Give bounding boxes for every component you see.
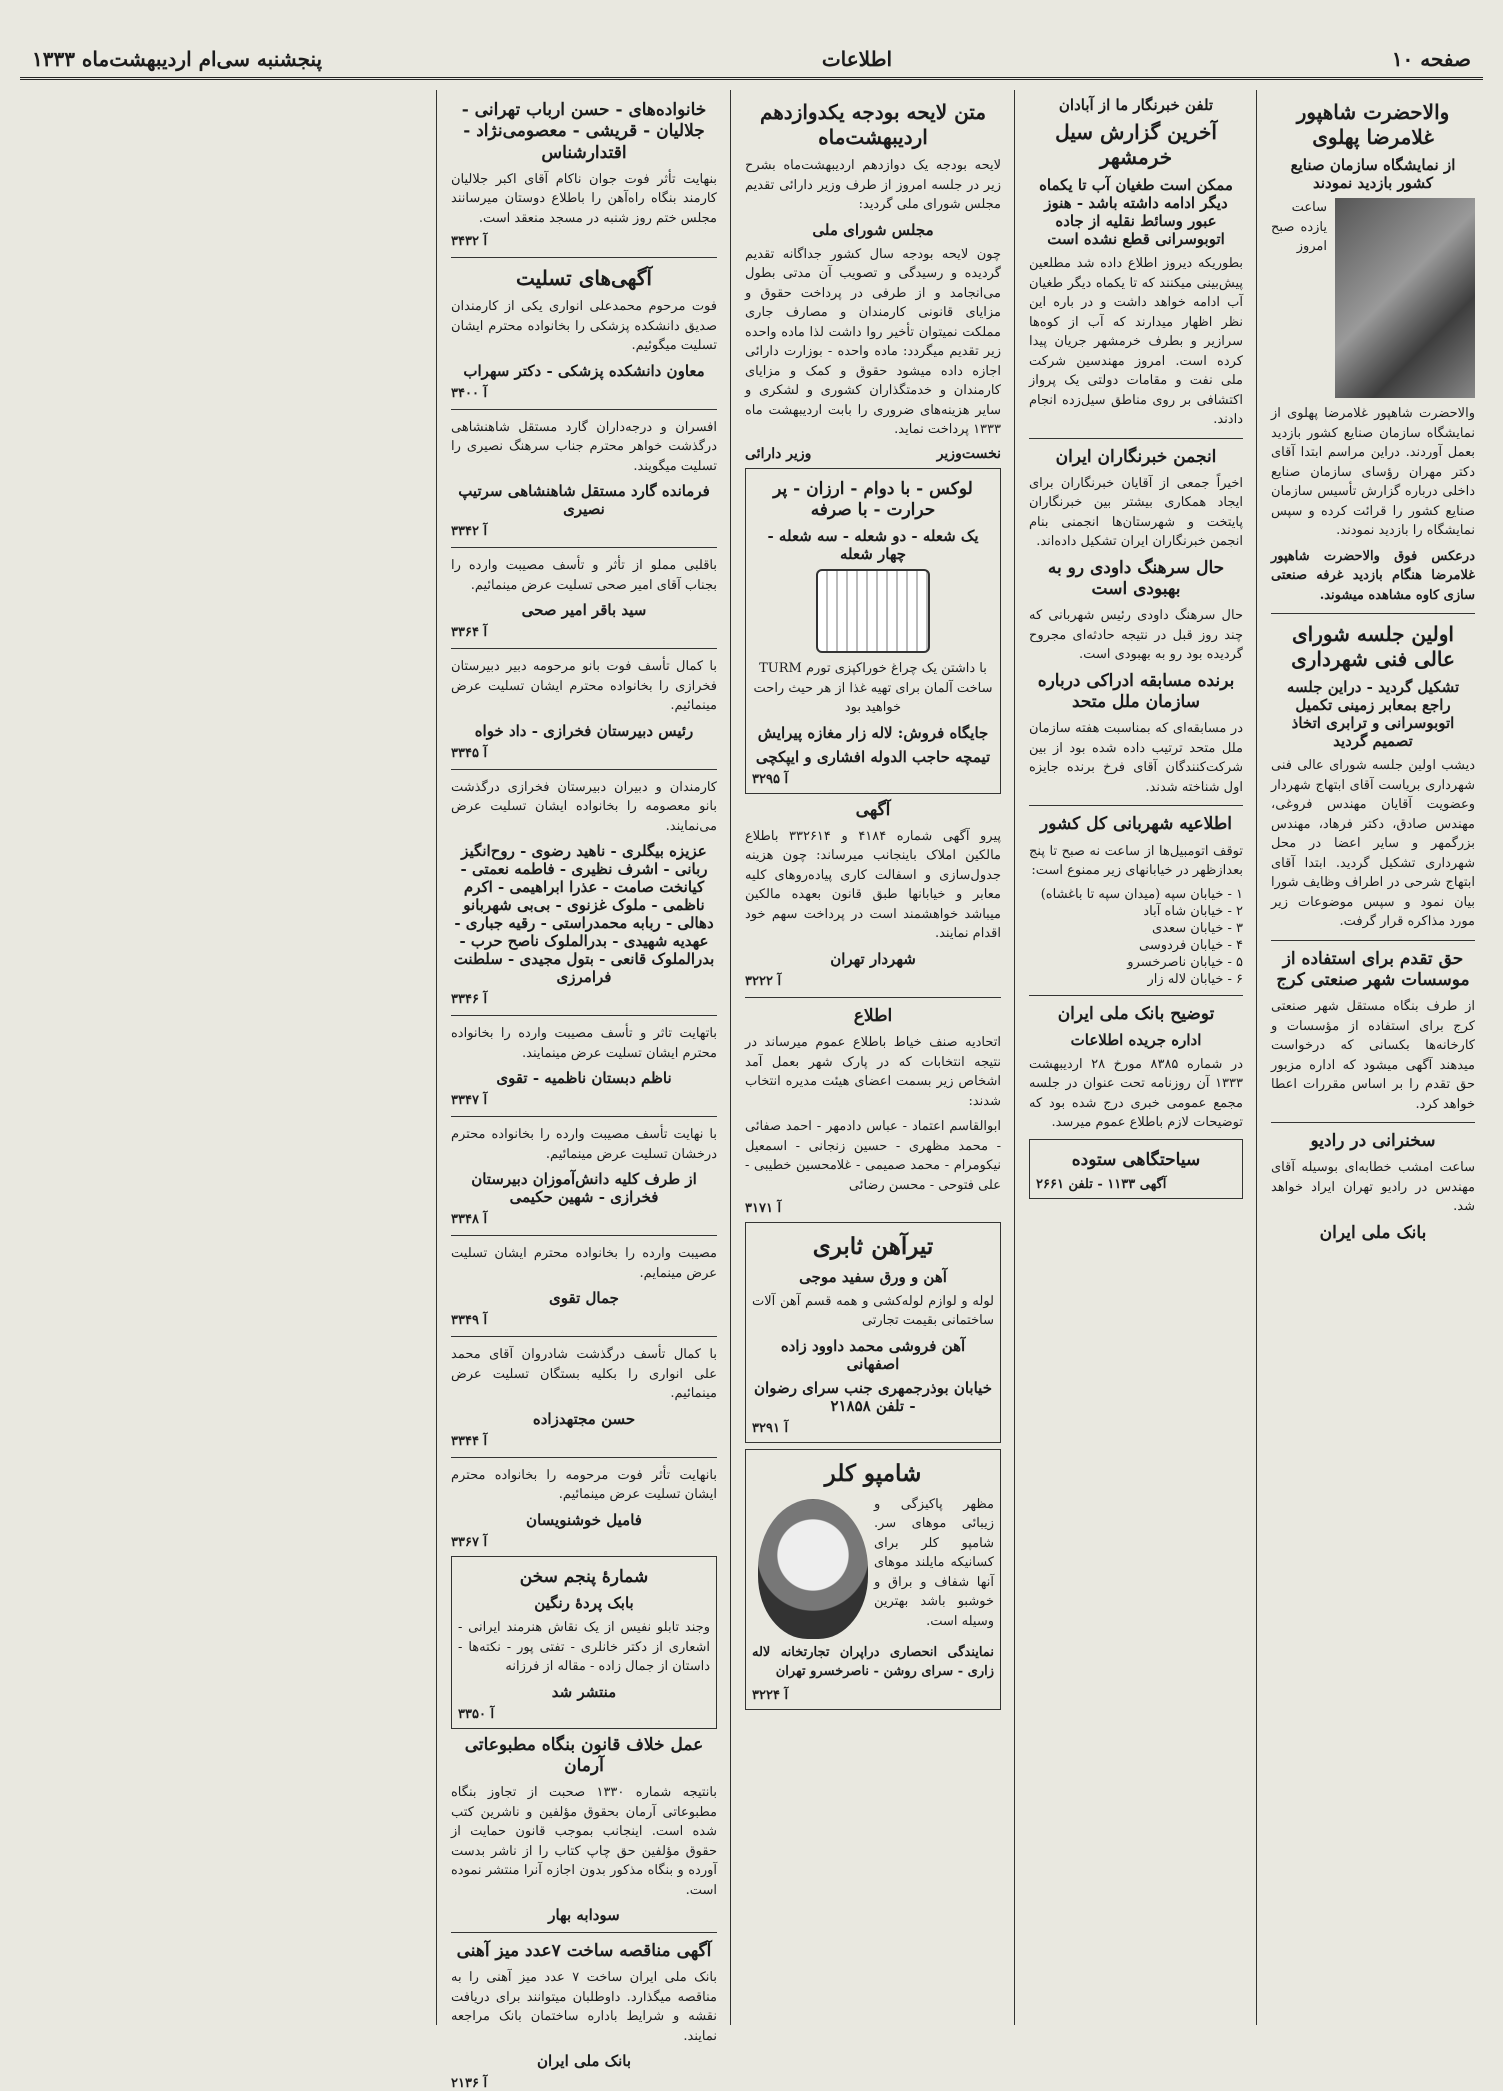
divider [1029,805,1243,806]
issue-date: پنجشنبه سی‌ام اردیبهشت‌ماه ۱۳۳۳ [32,46,323,71]
ad-reference: ۳۱۷۱ آ [745,1201,782,1216]
ad-reference: ۲۱۳۶ آ [451,2076,488,2091]
street-list [1029,887,1243,987]
flood-headline: آخرین گزارش سیل خرمشهر [1055,120,1217,169]
condolence-item [451,1024,717,1108]
condolence-item [451,297,717,401]
magazine-footer: منتشر شد [551,1682,617,1701]
condolence-item [451,1466,717,1550]
column-condolences [443,90,725,2091]
tender-signature: بانک ملی ایران [536,2052,632,2071]
karaj-headline: حق تقدم برای استفاده از موسسات شهر صنعتی کرج [1276,948,1470,990]
karaj-text: از طرف بنگاه مستقل شهر صنعتی کرج برای استفاده از مؤسسات و کارخانه‌ها بکسانی که درخواست میدهند آگهی میشود که اداره مزبور حق تقدم را بر اساس مقررات اعطا خواهد کرد. [1271,999,1475,1112]
list-item: ۳ - خیابان سعدی [1152,920,1243,936]
condolence-item [451,1345,717,1449]
ad-reference: ۳۳۴۹ آ [451,1313,488,1329]
column-divider [730,90,731,2025]
ad-reference: ۳۳۵۰ آ [458,1706,495,1722]
condolence-signature: رئیس دبیرستان فخرازی - داد خواه [474,721,694,740]
royal-visit-headline: والاحضرت شاهپور غلامرضا پهلوی [1296,100,1450,149]
magazine-title: شمارهٔ پنجم سخن [519,1566,649,1587]
radio-text: ساعت امشب خطابه‌ای بوسیله آقای مهندس در رادیو تهران ایراد خواهد شد. [1271,1160,1475,1215]
iron-ad-shop: آهن فروشی محمد داوود زاده اصفهانی [780,1336,966,1373]
condolence-text: افسران و درجه‌داران گارد مستقل شاهنشاهی درگذشت خواهر محترم جناب سرهنگ نصیری را تسلیت میگویند. [451,419,717,474]
council-text: دیشب اولین جلسه شورای عالی فنی شهرداری بریاست آقای ابتهاج شهردار وعضویت آقایان مهندس فروغی، مهندس صادق، دکتر فرهاد، مهندس بزرگمهر و سایر اعضا در محل شهرداری تشکیل گردید. ابتدا آقای ابتهاج شرحی در اطراف وظایف شورا بیان نمود و سپس موضوعات زیر مورد مذاکره قرار گرفت. [1271,758,1475,929]
column-royal-council [1263,90,1483,2025]
list-item: ۵ - خیابان ناصرخسرو [1127,954,1243,970]
police-text: توقف اتومبیل‌ها از ساعت نه صبح تا پنج بعدازظهر در خیابانهای زیر ممنوع است: [1029,843,1243,878]
flood-subhead: ممکن است طغیان آب تا یکماه دیگر ادامه داشته باشد - هنوز عبور وسائط نقلیه از جاده اتوبوسرانی قطع نشده است [1039,176,1233,248]
divider [451,1015,717,1016]
bank-notice-text: در شماره ۸۳۸۵ مورخ ۲۸ اردیبهشت ۱۳۳۳ آن روزنامه تحت عنوان در جلسه مجمع عمومی خبری درج شده بود که توضیحات لازم باطلاع عموم میرسد. [1029,1056,1243,1131]
photo-caption: درعکس فوق والاحضرت شاهپور غلامرضا هنگام بازدید غرفه صنعتی سازی کاوه مشاهده میشوند. [1271,548,1475,603]
divider [1271,613,1475,614]
bank-notice-headline: توضیح بانک ملی ایران [1057,1003,1215,1024]
column-budget-ads [737,90,1009,2025]
shampoo-ad-title: شامپو کلر [824,1459,922,1487]
stove-ad-text: با داشتن یک چراغ خوراکپزی تورم TURM ساخت آلمان برای تهیه غذا از هر حیث راحت خواهید بود [753,661,993,715]
condolence-signature: فامیل خوشنویسان [526,1510,642,1529]
iron-ad [745,1222,1001,1443]
divider [451,257,717,258]
condolence-signature: حسن مجتهدزاده [532,1409,636,1428]
column-flood-news [1021,90,1251,2025]
stamp-ad [1029,1139,1243,1199]
condolence-signature: عزیزه بیگلری - ناهید رضوی - روح‌انگیز ربانی - اشرف نظیری - فاطمه نعمتی - کیانخت صامت - عذرا ابراهیمی - اکرم ناظمی - ملوک غزنوی - بی‌بی شهربانو دهالی - ربابه محمدراستی - رقیه جباری - عهدیه شهیدی - بدرالملوک ناصح حرب - بدرالملوک قانعی - بتول مجیدی - سلطنت فرامرزی [453,842,715,987]
condolence-text: باقلبی مملو از تأثر و تأسف مصیبت وارده را بجناب آقای امیر صحی تسلیت عرض مینمائیم. [451,558,717,593]
condolence-text: فوت مرحوم محمدعلی انواری یکی از کارمندان صدیق دانشکده پزشکی را بخانواده محترم ایشان تسلیت میگوئیم. [451,299,717,354]
notice-signature: شهردار تهران [830,949,916,968]
ad-reference: ۳۳۶۴ آ [451,625,488,641]
magazine-head: بابک پردهٔ رنگین [534,1594,634,1612]
contest-text: در مسابقه‌ای که بمناسبت هفته سازمان ملل متحد ترتیب داده شده بود از بین شرکت‌کنندگان آقای فرخ برنده جایزه اول شناخته شدند. [1029,721,1243,795]
condolence-text: مصیبت وارده را بخانواده محترم ایشان تسلیت عرض مینمایم. [451,1246,717,1281]
iron-ad-address: خیابان بوذرجمهری جنب سرای رضوان - تلفن ۲۱۸۵۸ [754,1378,992,1415]
divider [1029,995,1243,996]
royal-visit-photo [1335,198,1475,398]
column-divider [1256,90,1257,2025]
divider [451,1336,717,1337]
stove-ad-shop: جایگاه فروش: لاله زار مغازه پیرایش [757,723,989,742]
column-divider [1014,90,1015,2025]
ad-reference: ۳۳۴۶ آ [451,992,488,1008]
divider [451,409,717,410]
divider [451,1116,717,1117]
families-headline: خانواده‌های - حسن ارباب تهرانی - جلالیان - قریشی - معصومی‌نژاد - اقتدارشناس [461,100,707,163]
condolence-signature: ناظم دبستان ناظمیه - تقوی [496,1069,672,1088]
armaan-headline: عمل خلاف قانون بنگاه مطبوعاتی آرمان [464,1734,704,1776]
ad-reference: ۳۳۴۸ آ [451,1212,488,1228]
iron-ad-title: تیرآهن ثابری [812,1233,934,1260]
royal-visit-subhead: از نمایشگاه سازمان صنایع کشور بازدید نمودند [1290,156,1456,192]
reporters-headline: انجمن خبرنگاران ایران [1055,446,1217,467]
divider [451,648,717,649]
stove-ad-shop2: تیمچه حاجب الدوله افشاری و ایپکچی [755,747,991,766]
majlis-heading: مجلس شورای ملی [812,220,934,239]
condolence-headline: آگهی‌های تسلیت [516,266,652,291]
ad-reference: ۳۳۶۷ آ [451,1534,488,1550]
divider [451,1932,717,1933]
ettela-text: اتحادیه صنف خیاط باطلاع عموم میرساند در نتیجه انتخابات که در پارک شهر بعمل آمد اشخاص زیر بسمت اعضای هیئت مدیره انتخاب شدند: [745,1035,1001,1109]
condolence-signature: از طرف کلیه دانش‌آموزان دبیرستان فخرازی - شهین حکیمی [471,1170,697,1207]
ad-reference: ۳۲۹۱ آ [752,1420,789,1436]
tender-headline: آگهی مناقصه ساخت ۷عدد میز آهنی [456,1941,712,1961]
ad-reference: ۳۳۴۵ آ [451,745,488,761]
condolence-text: کارمندان و دبیران دبیرستان فخرازی درگذشت بانو معصومه را بخانواده ایشان تسلیت عرض می‌نمایند. [451,779,717,834]
ad-reference: آگهی ۱۱۳۳ - تلفن ۲۶۶۱ [1036,1177,1167,1192]
paper-name: اطلاعات [821,46,893,71]
condolence-signature: معاون دانشکده پزشکی - دکتر سهراب [463,361,705,380]
health-text: حال سرهنگ داودی رئیس شهربانی که چند روز قبل در نتیجه حادثه‌ای مجروح گردیده بود رو به بهبودی است. [1029,608,1243,663]
signature-fm: وزیر دارائی [745,445,812,462]
condolence-item [451,418,717,540]
royal-visit-text: ساعت یازده صبح امروز والاحضرت شاهپور غلامرضا پهلوی از نمایشگاه سازمان صنایع کشور بازدید بعمل آوردند. دراین مراسم ابتدا آقای دکتر مهران رؤسای سازمان صنایع داخلی درباره گزارش تأسیس سازمان صنایع کشور را قرائت کرده و سپس نمایشگاه را بازدید نمودند. [1271,200,1475,538]
ad-reference: ۳۲۲۲ آ [745,973,782,989]
shampoo-ad [745,1449,1001,1710]
stove-ad [745,468,1001,794]
iron-ad-text: لوله و لوازم لوله‌کشی و همه قسم آهن آلات ساختمانی بقیمت تجارتی [752,1293,994,1329]
masthead [20,40,1483,80]
ettela-headline: اطلاع [853,1005,893,1026]
armaan-signature: سودابه بهار [548,1906,620,1924]
divider [1271,1122,1475,1123]
divider [1271,940,1475,941]
divider [451,1457,717,1458]
ad-reference: ۳۲۹۵ آ [752,771,789,787]
council-subhead: تشکیل گردید - دراین جلسه راجع بمعابر زمینی تکمیل اتوبوسرانی و ترابری اتخاذ تصمیم گردید [1286,678,1460,750]
iron-ad-sub: آهن و ورق سفید موجی [799,1267,947,1286]
armaan-text: بانتیجه شماره ۱۳۳۰ صحبت از تجاوز بنگاه مطبوعاتی آرمان بحقوق مؤلفین و ناشرین کتب شده است. اینجانب بموجب قانون حمایت از حقوق مؤلفین حق چاپ کتاب را از ناشر بدست آورده و بنگاه مذکور بدون اجازه آنرا منتشر نموده است. [451,1785,717,1898]
ad-reference: ۳۲۲۴ آ [752,1687,789,1703]
divider [1029,438,1243,439]
woman-illustration [758,1499,868,1639]
police-headline: اطلاعیه شهربانی کل کشور [1039,814,1233,835]
notice-text: پیرو آگهی شماره ۴۱۸۴ و ۳۳۲۶۱۴ باطلاع مالکین املاک باینجانب میرساند: چون هزینه جدول‌سازی و اسفالت کاری پیاده‌روهای کلیه معابر و خیابانها طبق قانون بعهده مالکین میباشد خواهشمند است در پرداخت سهم خود اقدام نمایند. [745,828,1001,942]
column-divider [436,90,437,2025]
divider [451,769,717,770]
list-item: ۱ - خیابان سپه (میدان سپه تا باغشاه) [1040,886,1243,902]
reporters-text: اخیراً جمعی از آقایان خبرنگاران برای ایجاد همکاری بیشتر بین خبرنگاران پایتخت و شهرستان‌ها انجمنی بنام انجمن خبرنگاران ایران تشکیل داده‌اند. [1029,475,1243,550]
ad-reference: ۳۴۳۲ آ [451,234,488,250]
list-item: ۶ - خیابان لاله زار [1147,971,1243,987]
magazine-text: وجند تابلو نفیس از یک نقاش هنرمند ایرانی - اشعاری از دکتر خانلری - تفتی پور - نکته‌ها - داستان از جمال زاده - مقاله از فرزانه [458,1620,710,1674]
condolence-signature: جمال تقوی [549,1289,619,1308]
stove-ad-title: لوکس - با دوام - ارزان - پر حرارت - با صرفه [773,478,973,520]
condolence-text: با کمال تأسف درگذشت شادروان آقای محمد علی انواری را بکلیه بستگان تسلیت عرض مینمائیم. [451,1347,717,1402]
divider [451,1235,717,1236]
condolence-item [451,556,717,640]
bank-footer: بانک ملی ایران [1319,1222,1427,1243]
condolence-item [451,657,717,761]
health-headline: حال سرهنگ داودی رو به بهبودی است [1047,557,1225,599]
bank-notice-subhead: اداره جریده اطلاعات [1070,1030,1202,1049]
shampoo-ad-footer: نمایندگی انحصاری دراپران تجارتخانه لاله زاری - سرای روشن - ناصرخسرو تهران [752,1644,994,1679]
budget-text: چون لایحه بودجه سال کشور جداگانه تقدیم گردیده و رسیدگی و تصویب آن مدتی بطول می‌انجامد و از طرفی در پرداخت حقوق و مزایای قانونی کارمندان و مصارف جاری مملکت نمیتوان تأخیر روا داشت لذا ماده واحده زیر تقدیم میگردد: ماده واحده - بوزارت دارائی اجازه داده میشود حقوق و کمک و مزایای کارمندان و خدمتگذاران کشوری و لشکری و سایر هزینه‌های ضروری را بابت اردیبهشت ماه ۱۳۳۳ پرداخت نماید. [745,246,1001,437]
budget-headline: متن لایحه بودجه یکدوازدهم اردیبهشت‌ماه [759,100,987,149]
stove-ad-sub: یک شعله - دو شعله - سه شعله - چهار شعله [767,527,979,563]
elected-names: ابوالقاسم اعتماد - عباس دادمهر - احمد صفائی - محمد مظهری - حسین زنجانی - اسمعیل نیکومرام - محمد صمیمی - غلامحسین خطیبی - علی فتوحی - محسن رضائی [745,1119,1001,1193]
kicker: تلفن خبرنگار ما از آبادان [1058,96,1214,114]
signatures [745,446,1001,462]
condolence-item [451,778,717,1008]
magazine-ad [451,1556,717,1729]
condolence-text: بانهایت تأثر فوت مرحومه را بخانواده محترم ایشان تسلیت عرض مینمائیم. [451,1467,717,1503]
condolence-text: با کمال تأسف فوت بانو مرحومه دبیر دبیرستان فخرازی را بخانواده محترم ایشان تسلیت عرض مینمائیم. [451,659,717,714]
flood-text: بطوریکه دیروز اطلاع داده شد مطلعین پیش‌بینی میکنند که تا یکماه دیگر طغیان آب ادامه خواهد داشت و در باره این نظر اظهار میدارند که آب از کوه‌ها سرازیر و بطرف خرمشهر جریان پیدا کرده است. امروز مهندسین شرکت ملی نفت و مقامات دولتی یک پرواز اکتشافی بر روی مناطق سیل‌زده انجام دادند. [1029,256,1243,427]
condolence-signature: فرمانده گارد مستقل شاهنشاهی سرتیپ نصیری [458,482,710,519]
ad-reference: ۳۴۰۰ آ [451,385,488,401]
shampoo-ad-text: مظهر پاکیزگی و زیبائی موهای سر. شامپو کلر برای کسانیکه مایلند موهای آنها شفاف و براق و خوشبو باشد بهترین وسیله است. [874,1496,994,1629]
condolence-item [451,1244,717,1328]
divider [451,547,717,548]
list-item: ۲ - خیابان شاه آباد [1143,903,1243,919]
stamp-title: سیاحتگاهی ستوده [1071,1149,1201,1170]
radio-headline: سخنرانی در رادیو [1310,1131,1436,1151]
contest-headline: برنده مسابقه ادراکی درباره سازمان ملل متحد [1037,670,1235,712]
ad-reference: ۳۳۴۴ آ [451,1433,488,1449]
condolence-signature: سید باقر امیر صحی [521,601,647,620]
condolence-text: با نهایت تأسف مصیبت وارده را بخانواده محترم درخشان تسلیت عرض مینمائیم. [451,1127,717,1162]
ad-reference: ۳۳۴۲ آ [451,524,488,540]
notice-headline: آگهی [855,799,891,820]
page-number: صفحه ۱۰ [1391,46,1471,71]
list-item: ۴ - خیابان فردوسی [1138,937,1243,953]
condolence-item [451,1125,717,1227]
stove-icon [816,569,930,653]
families-text: بنهایت تأثر فوت جوان ناکام آقای اکبر جلالیان کارمند بنگاه راه‌آهن را باطلاع دوستان میرسانند مجلس ختم روز شنبه در مسجد منعقد است. [451,171,717,226]
ad-reference: ۳۳۴۷ آ [451,1093,488,1109]
divider [745,997,1001,998]
condolence-text: باتهایت تاثر و تأسف مصیبت وارده را بخانواده محترم ایشان تسلیت عرض مینمایند. [451,1026,717,1061]
signature-pm: نخست‌وزیر [936,445,1001,462]
council-headline: اولین جلسه شورای عالی فنی شهرداری [1291,622,1455,671]
budget-intro: لایحه بودجه یک دوازدهم اردیبهشت‌ماه بشرح زیر در جلسه امروز از طرف وزیر دارائی تقدیم مجلس شورای ملی گردید: [745,158,1001,212]
tender-text: بانک ملی ایران ساخت ۷ عدد میز آهنی را به مناقصه میگذارد. داوطلبان میتوانند برای دریافت نقشه و شرایط باداره ساختمان بانک مراجعه نمایند. [451,1970,717,2044]
